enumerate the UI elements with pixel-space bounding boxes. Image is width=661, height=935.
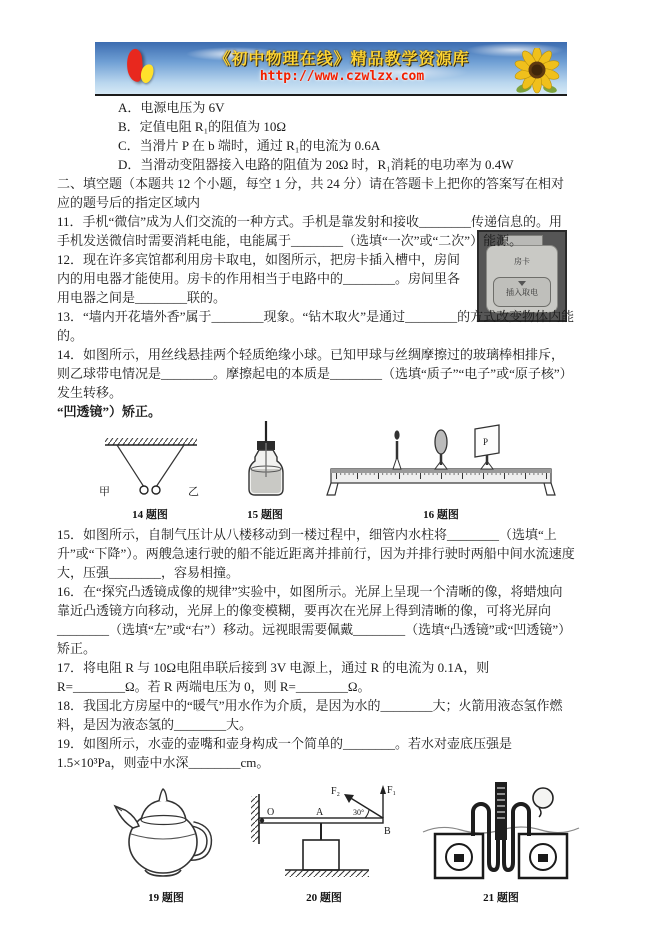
balloon [533,788,553,808]
question-19: 19．如图所示，水壶的壶嘴和壶身构成一个简单的________。若水对壶底压强是 1.5×10³Pa，则壶中水深________cm。 [57,736,513,770]
text-fragment-concave-lens: “凹透镜”）矫正。 [57,404,162,419]
figure-15-barometer-bottle-image [233,421,297,499]
figure-21-caption: 21 题图 [483,892,519,904]
candle-flame [394,430,399,439]
question-17: 17．将电阻 R 与 10Ω电阻串联后接到 3V 电源上，通过 R 的电流为 0.1A，则 R=________Ω。若 R 两端电压为 0，则 R=________Ω。 [57,660,490,694]
figure-14-block [85,435,215,525]
question-15: 15．如图所示，自制气压计从八楼移动到一楼过程中，细管内水柱将________（选填“上升”或“下降”）。两艘急速行驶的船不能近距离并排前行，因为并排行驶时两船中间水流速度大，压强________，容易相撞。 [57,527,575,580]
figure-20-lever-image [249,780,399,882]
site-logo-icon [125,47,161,89]
figure-20-block [249,780,399,908]
question-13: 13．“墙内开花墙外香”属于________现象。“钻木取火”是通过________的方式改变物体内能的。 [57,309,575,343]
convex-lens [435,430,447,454]
section-2-header: 二、填空题（本题共 12 个小题，每空 1 分，共 24 分）请在答题卡上把你的答案写在相对应的题号后的指定区域内 [57,176,565,210]
figure-16-optical-bench-image [315,423,567,499]
figure-14-caption: 14 题图 [132,509,168,521]
force-f1-label: F₁ [387,785,397,796]
option-d: D．当滑动变阻器接入电路的阻值为 20Ω 时，R₁消耗的电功率为 0.4W [118,157,514,172]
angle-30-label: 30° [353,808,365,817]
figure-row-19-20-21 [105,778,575,908]
question-11: 11．手机“微信”成为人们交流的一种方式。手机是靠发射和接收________传递信息的。用手机发送微信时需要消耗电能，电能属于________（选填“一次”或“二次”）能源。 [57,214,563,248]
figure-row-14-15-16 [85,421,575,525]
option-c: C．当滑片 P 在 b 端时，通过 R₁的电流为 0.6A [118,138,381,153]
scale-column [495,782,507,840]
document-body [57,98,575,908]
support-block [303,840,339,870]
figure-19-block [105,782,227,908]
question-16: 16．在“探究凸透镜成像的规律”实验中，如图所示。光屏上呈现一个清晰的像，将蜡烛向靠近凸透镜方向移动，光屏上的像变模糊，要再次在光屏上得到清晰的像，可将光屏向________（选填“左”或“右”）移动。远视眼需要佩戴________（选填“凸透镜”或“凹透镜”）矫正。 [57,584,572,656]
force-f2-label: F₂ [331,786,341,797]
figure-19-caption: 19 题图 [148,892,184,904]
screen-label: P [483,437,489,447]
card-label: 房卡 [514,257,530,266]
point-a-label: A [316,807,324,818]
site-banner [95,42,567,96]
question-14: 14．如图所示，用丝线悬挂两个轻质绝缘小球。已知甲球与丝绸摩擦过的玻璃棒相排斥，则乙球带电情况是________。摩擦起电的本质是________（选填“质子”“电子”或“原子核”）发生转移。 [57,347,573,400]
figure-14-hanging-balls-image [85,435,215,499]
point-b-label: B [384,826,391,837]
question-18: 18．我国北方房屋中的“暖气”用水作为介质，是因为水的________大；火箭用液态氢作燃料，是因为液态氢的________大。 [57,698,563,732]
figure-20-caption: 20 题图 [306,892,342,904]
figure-15-caption: 15 题图 [247,509,283,521]
figure-16-block [315,423,567,525]
option-b: B．定值电阻 R₁的阻值为 10Ω [118,119,287,134]
site-url-link[interactable]: http://www.czwlzx.com [259,69,425,84]
sunflower-icon [512,48,562,94]
figure-19-teapot-image [105,782,227,882]
ball-yi-label: 乙 [188,486,199,498]
figure-16-caption: 16 题图 [423,509,459,521]
figure-21-block [421,778,581,908]
figure-15-block [233,421,297,525]
question-12: 12．现在许多宾馆都利用房卡取电，如图所示，把房卡插入槽中，房间内的用电器才能使用。房卡的作用相当于电路中的________。房间里各用电器之间是________联的。 [57,252,461,305]
option-a: A．电源电压为 6V [118,100,225,115]
insert-label: 插入取电 [506,288,538,297]
site-title: 《初中物理在线》精品教学资源库 [214,51,470,68]
ball-jia-label: 甲 [99,486,110,498]
pivot-point [260,818,264,822]
pivot-o-label: O [267,807,275,818]
figure-21-vessels-image [421,778,581,882]
choice-options [57,98,575,174]
